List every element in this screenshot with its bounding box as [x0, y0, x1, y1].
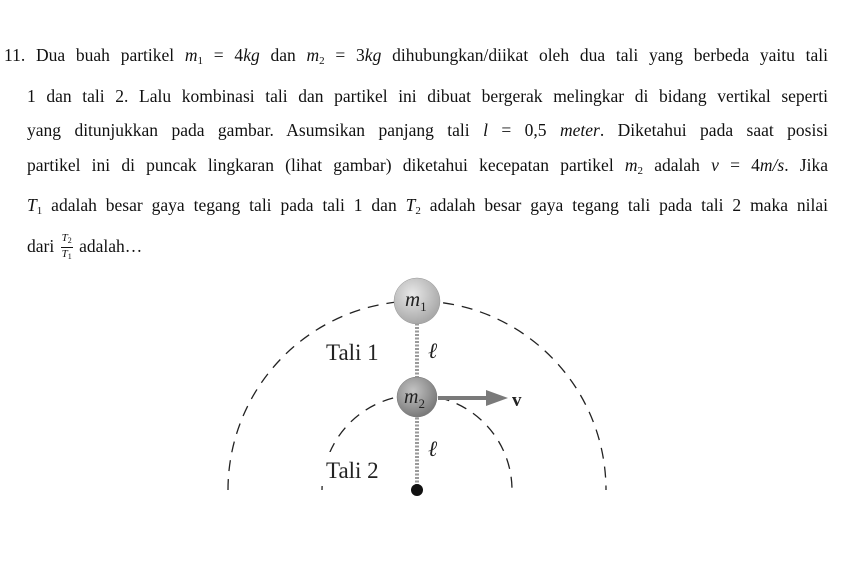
m2-label: $m_2$: [404, 386, 425, 411]
length-label-upper: ℓ: [428, 338, 438, 363]
question-line-3: yang ditunjukkan pada gambar. Asumsikan panjang tali l = 0,5 meter. Diketahui pada saat posisi: [27, 120, 828, 140]
velocity-arrowhead: [486, 390, 508, 406]
velocity-label: v: [512, 390, 522, 411]
rope-1-label: Tali 1: [326, 340, 379, 365]
question-line-5: $T_1$ adalah besar gaya tegang tali pada tali 1 dan $T_2$ adalah besar gaya tegang tali pada tali 2 maka nilai: [27, 195, 829, 217]
length-label-lower: ℓ: [428, 436, 438, 461]
tension-ratio-fraction: $\frac{T_2}{T_1}$: [61, 231, 72, 261]
pivot-point: [411, 484, 423, 496]
question-line-6: dari $\frac{T_2}{T_1}$ adalah…: [27, 231, 143, 261]
question-line-2: 1 dan tali 2. Lalu kombinasi tali dan partikel ini dibuat bergerak melingkar di bidang vertikal seperti: [27, 85, 828, 106]
question-line-4: partikel ini di puncak lingkaran (lihat gambar) diketahui kecepatan partikel $m_2$ adalah v = 4m/s. Jika: [27, 154, 828, 177]
question-line-1: 11. Dua buah partikel $m_1 = 4kg$ dan $m_2 = 3kg$ dihubungkan/diikat oleh dua tali yang berbeda yaitu tali: [4, 45, 828, 67]
rope-2-label: Tali 2: [326, 458, 379, 483]
m1-label: $m_1$: [405, 287, 427, 314]
